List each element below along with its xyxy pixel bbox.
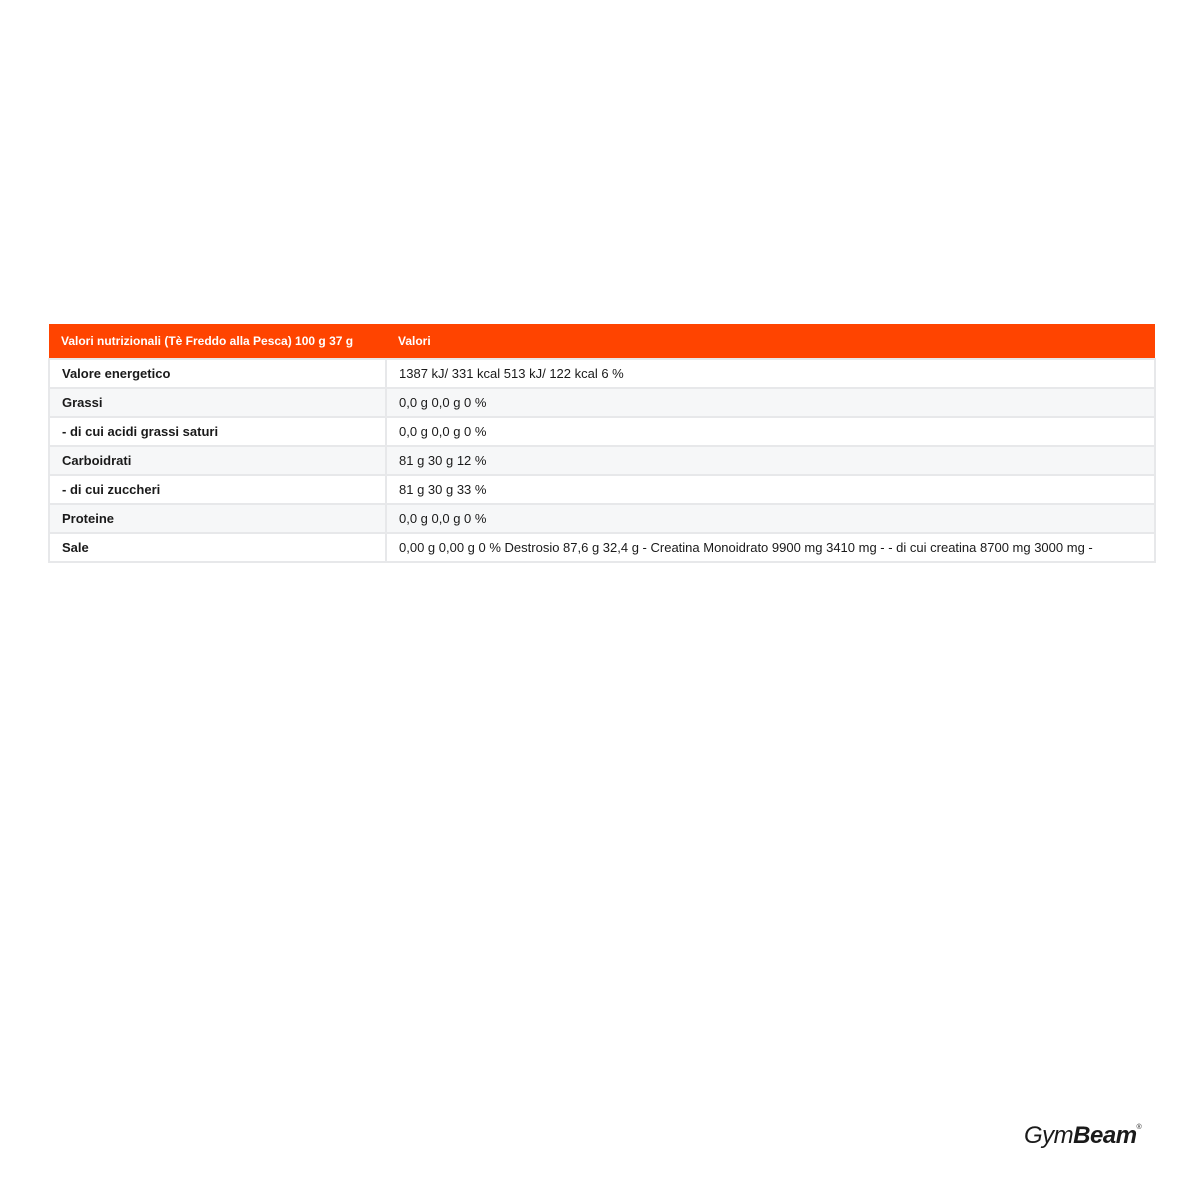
row-value: 0,00 g 0,00 g 0 % Destrosio 87,6 g 32,4 g - Creatina Monoidrato 9900 mg 3410 mg - - di cui creatina 8700 mg 3000 mg - [386,533,1155,562]
table-row [49,417,1155,446]
row-value: 0,0 g 0,0 g 0 % [386,504,1155,533]
row-value: 81 g 30 g 12 % [386,446,1155,475]
row-label: Grassi [49,388,386,417]
row-label: Valore energetico [49,359,386,388]
logo-text-beam: Beam [1073,1122,1137,1149]
row-label: Sale [49,533,386,562]
row-value: 1387 kJ/ 331 kcal 513 kJ/ 122 kcal 6 % [386,359,1155,388]
table-row [49,446,1155,475]
row-value: 0,0 g 0,0 g 0 % [386,417,1155,446]
row-label: - di cui zuccheri [49,475,386,504]
row-label: Proteine [49,504,386,533]
nutrition-table [48,324,1156,563]
row-value: 81 g 30 g 33 % [386,475,1155,504]
gymbeam-logo [1024,1122,1141,1150]
table-header [49,324,1155,359]
registered-mark: ® [1136,1124,1142,1131]
table-row [49,388,1155,417]
header-values: Valori [386,324,1155,359]
row-label: - di cui acidi grassi saturi [49,417,386,446]
row-value: 0,0 g 0,0 g 0 % [386,388,1155,417]
row-label: Carboidrati [49,446,386,475]
header-nutrition-values: Valori nutrizionali (Tè Freddo alla Pesca) 100 g 37 g [49,324,386,359]
header-row [49,324,1155,359]
table-body [49,359,1155,562]
table-row [49,533,1155,562]
logo-text-gym: Gym [1024,1122,1074,1149]
table-row [49,359,1155,388]
table-row [49,475,1155,504]
table-row [49,504,1155,533]
